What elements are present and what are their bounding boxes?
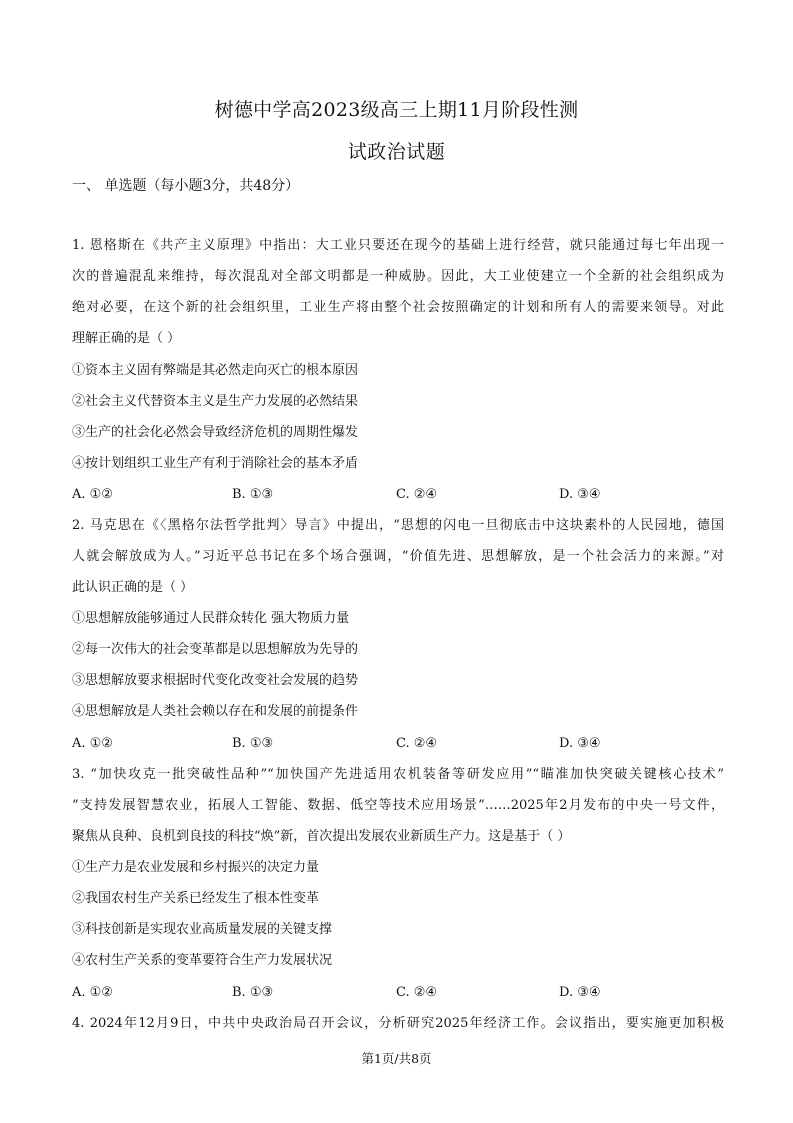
q2-options <box>72 734 724 754</box>
option-c[interactable]: C. ②④ <box>396 487 438 502</box>
option-a[interactable]: A. ①② <box>72 985 113 1000</box>
option-a[interactable]: A. ①② <box>72 736 113 751</box>
exam-title-line2: 试政治试题 <box>347 141 446 163</box>
option-a[interactable]: A. ①② <box>72 487 113 502</box>
q2-stem-line: 此认识正确的是（ ） <box>72 580 194 595</box>
q1-stem-line: 绝对必要，在这个新的社会组织里，工业生产将由整个社会按照确定的计划和所有人的需要来领导。对此 <box>72 300 724 315</box>
q3-options <box>72 983 724 1003</box>
q4-stem-line: 4. 2024年12月9日，中共中央政治局召开会议，分析研究2025年经济工作。会议指出，要实施更加积极 <box>72 1016 724 1031</box>
q3-statement: ②我国农村生产关系已经发生了根本性变革 <box>72 891 320 906</box>
q1-stem-line: 1. 恩格斯在《共产主义原理》中指出：大工业只要还在现今的基础上进行经营，就只能通过每七年出现一 <box>72 238 724 253</box>
q2-statement: ③思想解放要求根据时代变化改变社会发展的趋势 <box>72 673 359 688</box>
option-d[interactable]: D. ③④ <box>559 487 601 502</box>
q3-statement: ①生产力是农业发展和乡村振兴的决定力量 <box>72 860 320 875</box>
q3-statement: ④农村生产关系的变革要符合生产力发展状况 <box>72 953 333 968</box>
q1-statement: ③生产的社会化必然会导致经济危机的周期性爆发 <box>72 425 359 440</box>
option-b[interactable]: B. ①③ <box>232 985 274 1000</box>
exam-title-line1: 树德中学高2023级高三上期11月阶段性测 <box>214 99 579 121</box>
option-c[interactable]: C. ②④ <box>396 985 438 1000</box>
q2-statement: ①思想解放能够通过人民群众转化 强大物质力量 <box>72 611 350 626</box>
page-footer: 第1页/共8页 <box>361 1051 432 1066</box>
q1-options <box>72 485 724 505</box>
q1-statement: ④按计划组织工业生产有利于消除社会的基本矛盾 <box>72 456 359 471</box>
q3-stem-line: “支持发展智慧农业，拓展人工智能、数据、低空等技术应用场景”……2025年2月发布的中央一号文件， <box>72 798 724 813</box>
q1-statement: ②社会主义代替资本主义是生产力发展的必然结果 <box>72 394 359 409</box>
q1-stem-line: 次的普遍混乱来维持，每次混乱对全部文明都是一种威胁。因此，大工业使建立一个全新的社会组织成为 <box>72 269 724 284</box>
q2-statement: ②每一次伟大的社会变革都是以思想解放为先导的 <box>72 642 359 657</box>
q1-statement: ①资本主义固有弊端是其必然走向灭亡的根本原因 <box>72 363 359 378</box>
q2-stem-line: 2. 马克思在《〈黑格尔法哲学批判〉导言》中提出，“思想的闪电一旦彻底击中这块素朴的人民园地，德国 <box>72 518 724 533</box>
option-c[interactable]: C. ②④ <box>396 736 438 751</box>
option-b[interactable]: B. ①③ <box>232 487 274 502</box>
option-d[interactable]: D. ③④ <box>559 736 601 751</box>
option-d[interactable]: D. ③④ <box>559 985 601 1000</box>
q3-statement: ③科技创新是实现农业高质量发展的关键支撑 <box>72 922 333 937</box>
q2-statement: ④思想解放是人类社会赖以存在和发展的前提条件 <box>72 704 359 719</box>
q2-stem-line: 人就会解放成为人。”习近平总书记在多个场合强调，“价值先进、思想解放，是一个社会活力的来源。”对 <box>72 549 724 564</box>
q1-stem-line: 理解正确的是（ ） <box>72 331 181 346</box>
option-b[interactable]: B. ①③ <box>232 736 274 751</box>
section-heading: 一、 单选题（每小题3分，共48分） <box>72 178 300 194</box>
q3-stem-line: 3. “加快攻克一批突破性品种”“加快国产先进适用农机装备等研发应用”“瞄准加快突破关键核心技术” <box>72 767 724 782</box>
q3-stem-line: 聚焦从良种、良机到良技的科技“焕”新，首次提出发展农业新质生产力。这是基于（ ） <box>72 829 571 844</box>
